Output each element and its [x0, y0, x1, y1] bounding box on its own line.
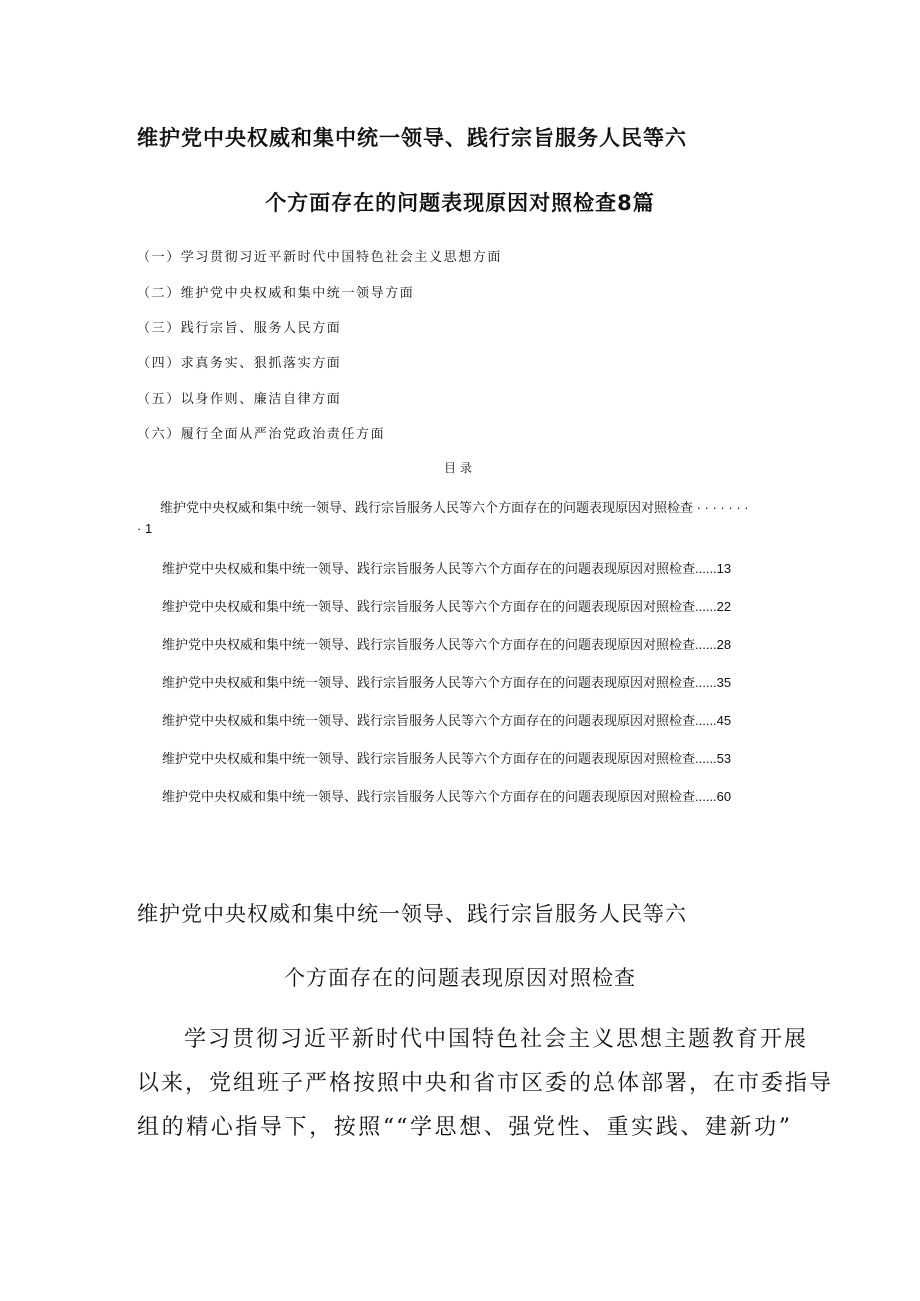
- toc-entry-page: 53: [716, 751, 732, 766]
- toc-entry-text: 维护党中央权威和集中统一领导、践行宗旨服务人民等六个方面存在的问题表现原因对照检查......: [162, 713, 717, 728]
- main-title-line2: 个方面存在的问题表现原因对照检查8篇: [265, 191, 655, 215]
- toc-entry-text: 维护党中央权威和集中统一领导、践行宗旨服务人民等六个方面存在的问题表现原因对照检查......: [162, 599, 717, 614]
- section-item-3: （三）践行宗旨、服务人民方面: [137, 321, 342, 336]
- toc-entry-text: 维护党中央权威和集中统一领导、践行宗旨服务人民等六个方面存在的问题表现原因对照检查......: [162, 751, 717, 766]
- toc-entry-3[interactable]: [162, 596, 731, 615]
- toc-entry-4[interactable]: [162, 634, 731, 653]
- toc-entry-6[interactable]: [162, 710, 731, 729]
- body-text-line: 学习贯彻习近平新时代中国特色社会主义思想主题教育开展: [184, 1027, 809, 1052]
- section-item-6: （六）履行全面从严治党政治责任方面: [137, 427, 386, 442]
- body-title-line1: 维护党中央权威和集中统一领导、践行宗旨服务人民等六: [137, 902, 687, 926]
- toc-entry-8[interactable]: [162, 786, 731, 805]
- toc-entry-text: 维护党中央权威和集中统一领导、践行宗旨服务人民等六个方面存在的问题表现原因对照检查......: [162, 561, 717, 576]
- toc-entry-page: 28: [716, 637, 732, 652]
- body-text-line: 组的精心指导下，按照““学思想、强党性、重实践、建新功”: [137, 1115, 792, 1140]
- toc-entry-2[interactable]: [162, 558, 731, 577]
- toc-entry-page: 22: [716, 599, 732, 614]
- toc-entry-page: 45: [716, 713, 732, 728]
- toc-entry-text: 维护党中央权威和集中统一领导、践行宗旨服务人民等六个方面存在的问题表现原因对照检查......: [162, 675, 717, 690]
- toc-entry-1[interactable]: 维护党中央权威和集中统一领导、践行宗旨服务人民等六个方面存在的问题表现原因对照检查 · · · · · · ·: [160, 500, 749, 515]
- section-item-1: （一）学习贯彻习近平新时代中国特色社会主义思想方面: [137, 250, 503, 265]
- body-title-line2: 个方面存在的问题表现原因对照检查: [284, 966, 636, 990]
- section-item-2: （二）维护党中央权威和集中统一领导方面: [137, 286, 415, 301]
- body-text-line: 以来，党组班子严格按照中央和省市区委的总体部署，在市委指导: [137, 1071, 834, 1096]
- section-item-5: （五）以身作则、廉洁自律方面: [137, 392, 342, 407]
- toc-heading: 目录: [443, 461, 476, 475]
- toc-entry-text: 维护党中央权威和集中统一领导、践行宗旨服务人民等六个方面存在的问题表现原因对照检查......: [162, 637, 717, 652]
- toc-entry-1-page[interactable]: · 1: [137, 521, 153, 536]
- toc-entry-page: 13: [716, 561, 732, 576]
- toc-entry-page: 35: [716, 675, 732, 690]
- toc-entry-5[interactable]: [162, 672, 731, 691]
- toc-entry-text: 维护党中央权威和集中统一领导、践行宗旨服务人民等六个方面存在的问题表现原因对照检查......: [162, 789, 717, 804]
- toc-entry-7[interactable]: [162, 748, 731, 767]
- section-item-4: （四）求真务实、狠抓落实方面: [137, 356, 342, 371]
- toc-entry-page: 60: [716, 789, 732, 804]
- main-title-line1: 维护党中央权威和集中统一领导、践行宗旨服务人民等六: [137, 126, 687, 150]
